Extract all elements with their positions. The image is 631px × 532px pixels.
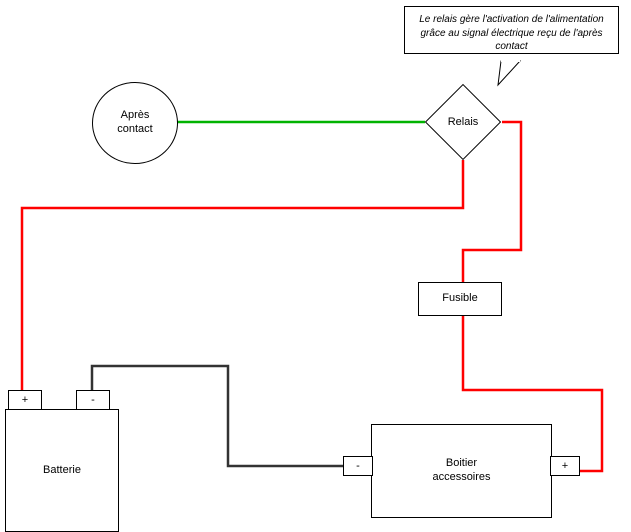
terminal-boitier-minus[interactable] xyxy=(343,456,373,476)
node-fusible-label: Fusible xyxy=(442,292,478,305)
wire-power-relais-batterie xyxy=(22,160,463,390)
terminal-batterie-plus[interactable] xyxy=(8,390,42,410)
node-relais[interactable] xyxy=(436,95,490,149)
node-boitier-label-line1: Boitier xyxy=(445,457,478,470)
node-boitier-label-line2: accessoires xyxy=(432,471,491,483)
callout-note: Le relais gère l'activation de l'alimentation grâce au signal électrique reçu de l'après contact xyxy=(404,6,619,54)
wire-ground-batterie-boitier xyxy=(92,366,343,466)
node-boitier-accessoires[interactable] xyxy=(371,424,552,518)
node-apres-contact-label-line1: Après xyxy=(120,109,150,122)
node-relais-label: Relais xyxy=(447,116,479,128)
node-fusible[interactable] xyxy=(418,282,502,316)
callout-pointer xyxy=(498,61,520,85)
terminal-batterie-minus[interactable] xyxy=(76,390,110,410)
terminal-boitier-minus-label: - xyxy=(356,460,360,472)
terminal-batterie-plus-label: + xyxy=(21,394,29,406)
terminal-boitier-plus[interactable] xyxy=(550,456,580,476)
terminal-boitier-plus-label: + xyxy=(561,460,569,472)
node-apres-contact[interactable] xyxy=(92,82,178,164)
node-batterie[interactable] xyxy=(5,409,119,532)
node-apres-contact-label-line2: contact xyxy=(117,123,153,135)
terminal-batterie-minus-label: - xyxy=(91,394,95,406)
node-batterie-label: Batterie xyxy=(43,463,81,476)
